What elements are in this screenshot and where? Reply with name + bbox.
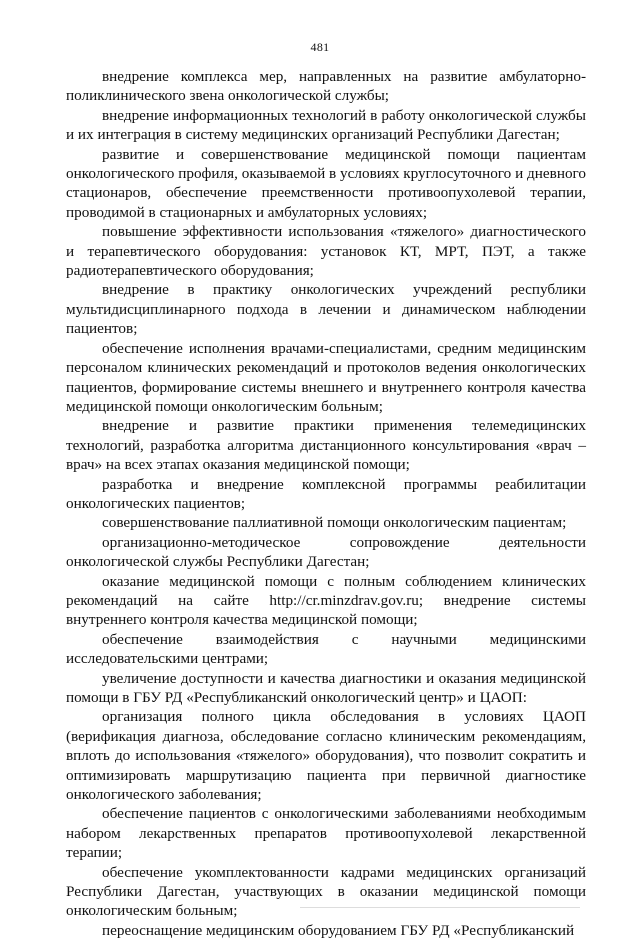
paragraph: организационно-методическое сопровождение деятельности онкологической службы Республики Дагестан; <box>66 533 586 571</box>
paragraph: переоснащение медицинским оборудованием ГБУ РД «Республиканский <box>102 921 575 939</box>
paragraph: развитие и совершенствование медицинской помощи пациентам онкологического профиля, оказываемой в условиях круглосуточного и дневного стационаров, обеспечение преемственности противоопухолевой терапии, проводимой в стационарных и амбулаторных условиях; <box>66 145 586 221</box>
paragraph: организация полного цикла обследования в условиях ЦАОП (верификация диагноза, обследование согласно клиническим рекомендациям, вплоть до использования «тяжелого» оборудования), что позволит сократить и оптимизировать маршрутизацию пациента при первичной диагностике онкологического заболевания; <box>66 708 586 804</box>
paragraph: внедрение и развитие практики применения телемедицинских технологий, разработка алгоритма дистанционного консультирования «врач – врач» на всех этапах оказания медицинской помощи; <box>66 417 586 474</box>
paragraph: обеспечение пациентов с онкологическими заболеваниями необходимым набором лекарственных препаратов противоопухолевой лекарственной терапии; <box>66 805 586 862</box>
page-number: 481 <box>310 40 330 54</box>
paragraph: увеличение доступности и качества диагностики и оказания медицинской помощи в ГБУ РД «Республиканский онкологический центр» и ЦАОП: <box>66 669 586 706</box>
paragraph: внедрение в практику онкологических учреждений республики мультидисциплинарного подхода в лечении и динамическом наблюдении пациентов; <box>66 281 586 338</box>
paragraph: обеспечение исполнения врачами-специалистами, средним медицинским персоналом клинических рекомендаций и протоколов ведения онкологических пациентов, формирование системы внешнего и внутреннего контроля качества медицинской помощи онкологическим больным; <box>66 339 586 415</box>
document-body <box>66 67 586 940</box>
paragraph: внедрение информационных технологий в работу онкологической службы и их интеграция в систему медицинских организаций Республики Дагестан; <box>66 106 586 144</box>
paragraph: повышение эффективности использования «тяжелого» диагностического и терапевтического оборудования: установок КТ, МРТ, ПЭТ, а также радиотерапевтического оборудования; <box>66 223 586 280</box>
scan-edge-line <box>300 907 580 908</box>
paragraph: оказание медицинской помощи с полным соблюдением клинических рекомендаций на сайте http://cr.minzdrav.gov.ru; внедрение системы внутреннего контроля качества медицинской помощи; <box>66 572 586 629</box>
paragraph: внедрение комплекса мер, направленных на развитие амбулаторно-поликлинического звена онкологической службы; <box>66 68 586 105</box>
paragraph: обеспечение взаимодействия с научными медицинскими исследовательскими центрами; <box>66 630 586 668</box>
paragraph: обеспечение укомплектованности кадрами медицинских организаций Республики Дагестан, участвующих в оказании медицинской помощи онкологическим больным; <box>66 863 586 920</box>
paragraph: совершенствование паллиативной помощи онкологическим пациентам; <box>102 514 567 532</box>
paragraph: разработка и внедрение комплексной программы реабилитации онкологических пациентов; <box>66 475 586 512</box>
